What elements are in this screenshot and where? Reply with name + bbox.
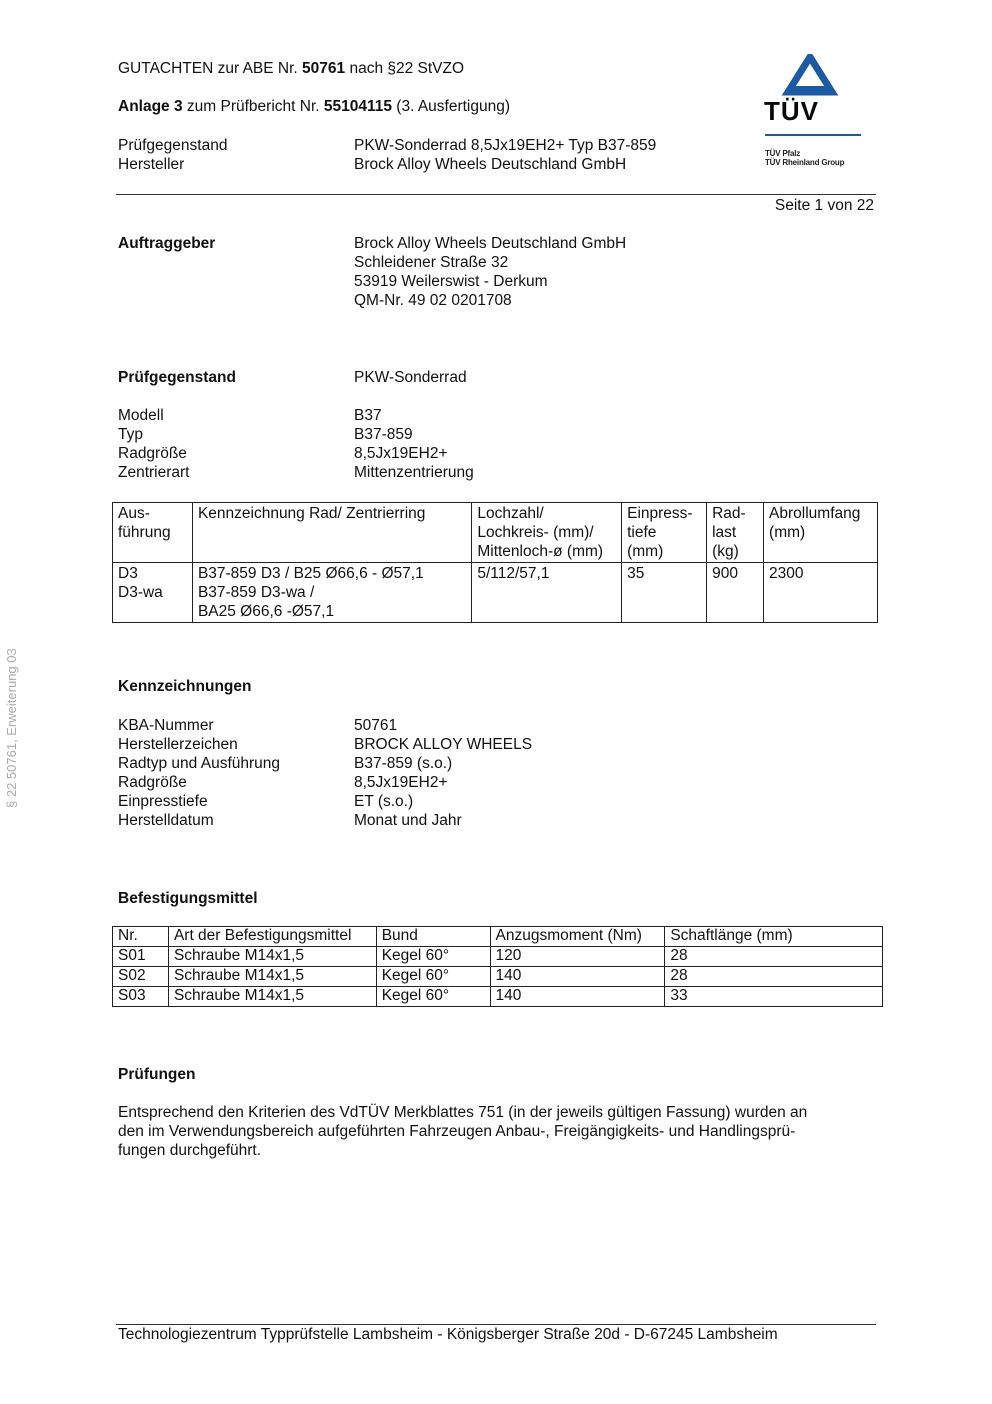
table-header-row [113, 927, 883, 947]
header-row-pruefgegenstand [118, 136, 738, 155]
table-header-cell: Abrollumfang (mm) [764, 503, 878, 563]
table-header-cell: Aus- führung [113, 503, 193, 563]
header-row-hersteller [118, 155, 738, 174]
table-cell: Kegel 60° [376, 947, 490, 967]
table-row [113, 967, 883, 987]
tuev-triangle-icon [780, 54, 840, 102]
befestigungsmittel-table [112, 926, 883, 1007]
page-number: Seite 1 von 22 [774, 197, 874, 214]
detail-value: ET (s.o.) [354, 793, 414, 810]
tuev-logo [760, 52, 880, 176]
detail-label: Radtyp und Ausführung [118, 755, 281, 772]
table-cell: D3 D3-wa [113, 563, 193, 623]
detail-label: Radgröße [118, 774, 187, 791]
detail-label: Zentrierart [118, 464, 190, 481]
address-line: Schleidener Straße 32 [354, 254, 509, 271]
table-cell: Schraube M14x1,5 [168, 947, 376, 967]
table-header-cell: Einpress- tiefe (mm) [622, 503, 707, 563]
table-cell: S02 [113, 967, 169, 987]
table-cell: Kegel 60° [376, 967, 490, 987]
footer-text: Technologiezentrum Typprüfstelle Lambsheim - Königsberger Straße 20d - D-67245 Lambsheim [118, 1326, 778, 1343]
section-heading: Befestigungsmittel [118, 890, 258, 907]
ausfuehrung-table [112, 502, 878, 623]
table-cell: 140 [490, 967, 665, 987]
logo-divider [765, 134, 861, 136]
table-header-cell: Rad- last (kg) [707, 503, 764, 563]
table-header-cell: Art der Befestigungsmittel [168, 927, 376, 947]
detail-value: Mittenzentrierung [354, 464, 474, 481]
paragraph-line: Entsprechend den Kriterien des VdTÜV Merkblattes 751 (in der jeweils gültigen Fassung) wurden an [118, 1104, 808, 1121]
report-title: GUTACHTEN zur ABE Nr. 50761 nach §22 StVZO [118, 60, 465, 77]
header-label: Hersteller [118, 156, 185, 173]
kennzeichnungen-details [118, 716, 818, 830]
tuev-logo-text: TÜV [764, 96, 819, 126]
detail-label: Herstellerzeichen [118, 736, 238, 753]
detail-value: 50761 [354, 717, 398, 734]
table-cell: 28 [665, 947, 883, 967]
header-value: Brock Alloy Wheels Deutschland GmbH [354, 156, 627, 173]
detail-value: B37 [354, 407, 382, 424]
side-note-text: § 22 50761, Erweiterung 03 [4, 648, 19, 808]
pruefgegenstand-section [118, 368, 818, 387]
table-cell: S03 [113, 987, 169, 1007]
auftraggeber-section [118, 234, 818, 310]
pruefungen-paragraph [118, 1103, 870, 1160]
table-cell: B37-859 D3 / B25 Ø66,6 - Ø57,1 B37-859 D3-wa / BA25 Ø66,6 -Ø57,1 [192, 563, 471, 623]
table-row [113, 987, 883, 1007]
detail-label: KBA-Nummer [118, 717, 214, 734]
table-cell: 140 [490, 987, 665, 1007]
table-header-cell: Kennzeichnung Rad/ Zentrierring [192, 503, 471, 563]
detail-label: Herstelldatum [118, 812, 214, 829]
detail-label: Radgröße [118, 445, 187, 462]
section-heading: Prüfungen [118, 1066, 196, 1083]
table-row [113, 563, 878, 623]
report-subtitle: Anlage 3 zum Prüfbericht Nr. 55104115 (3. Ausfertigung) [118, 98, 511, 115]
address-line: Brock Alloy Wheels Deutschland GmbH [354, 235, 627, 252]
logo-sub2: TÜV Rheinland Group [765, 158, 845, 167]
table-row [113, 947, 883, 967]
pruefgegenstand-details [118, 406, 818, 482]
paragraph-line: fungen durchgeführt. [118, 1142, 262, 1159]
detail-label: Einpresstiefe [118, 793, 208, 810]
address-line: QM-Nr. 49 02 0201708 [354, 292, 512, 309]
table-header-row [113, 503, 878, 563]
detail-value: B37-859 (s.o.) [354, 755, 453, 772]
table-cell: 2300 [764, 563, 878, 623]
logo-sub1: TÜV Pfalz [765, 149, 801, 158]
section-value: PKW-Sonderrad [354, 369, 467, 386]
section-heading: Auftraggeber [118, 235, 216, 252]
detail-value: 8,5Jx19EH2+ [354, 445, 448, 462]
table-cell: 35 [622, 563, 707, 623]
table-cell: 900 [707, 563, 764, 623]
header-value: PKW-Sonderrad 8,5Jx19EH2+ Typ B37-859 [354, 137, 657, 154]
table-cell: S01 [113, 947, 169, 967]
detail-label: Modell [118, 407, 164, 424]
side-note [0, 596, 26, 808]
table-header-cell: Anzugsmoment (Nm) [490, 927, 665, 947]
table-cell: 33 [665, 987, 883, 1007]
header-divider [116, 194, 876, 195]
section-heading: Kennzeichnungen [118, 678, 252, 695]
address-line: 53919 Weilerswist - Derkum [354, 273, 548, 290]
section-heading: Prüfgegenstand [118, 369, 236, 386]
paragraph-line: den im Verwendungsbereich aufgeführten Fahrzeugen Anbau-, Freigängigkeits- und Handlingsprü- [118, 1123, 796, 1140]
table-header-cell: Schaftlänge (mm) [665, 927, 883, 947]
table-cell: 28 [665, 967, 883, 987]
table-cell: 5/112/57,1 [472, 563, 622, 623]
table-cell: Schraube M14x1,5 [168, 987, 376, 1007]
table-header-cell: Bund [376, 927, 490, 947]
table-cell: 120 [490, 947, 665, 967]
table-header-cell: Nr. [113, 927, 169, 947]
table-cell: Kegel 60° [376, 987, 490, 1007]
header-label: Prüfgegenstand [118, 137, 228, 154]
detail-value: Monat und Jahr [354, 812, 462, 829]
table-cell: Schraube M14x1,5 [168, 967, 376, 987]
header-info [118, 136, 738, 174]
detail-label: Typ [118, 426, 143, 443]
detail-value: B37-859 [354, 426, 413, 443]
detail-value: BROCK ALLOY WHEELS [354, 736, 533, 753]
detail-value: 8,5Jx19EH2+ [354, 774, 448, 791]
table-header-cell: Lochzahl/ Lochkreis- (mm)/ Mittenloch-ø (mm) [472, 503, 622, 563]
